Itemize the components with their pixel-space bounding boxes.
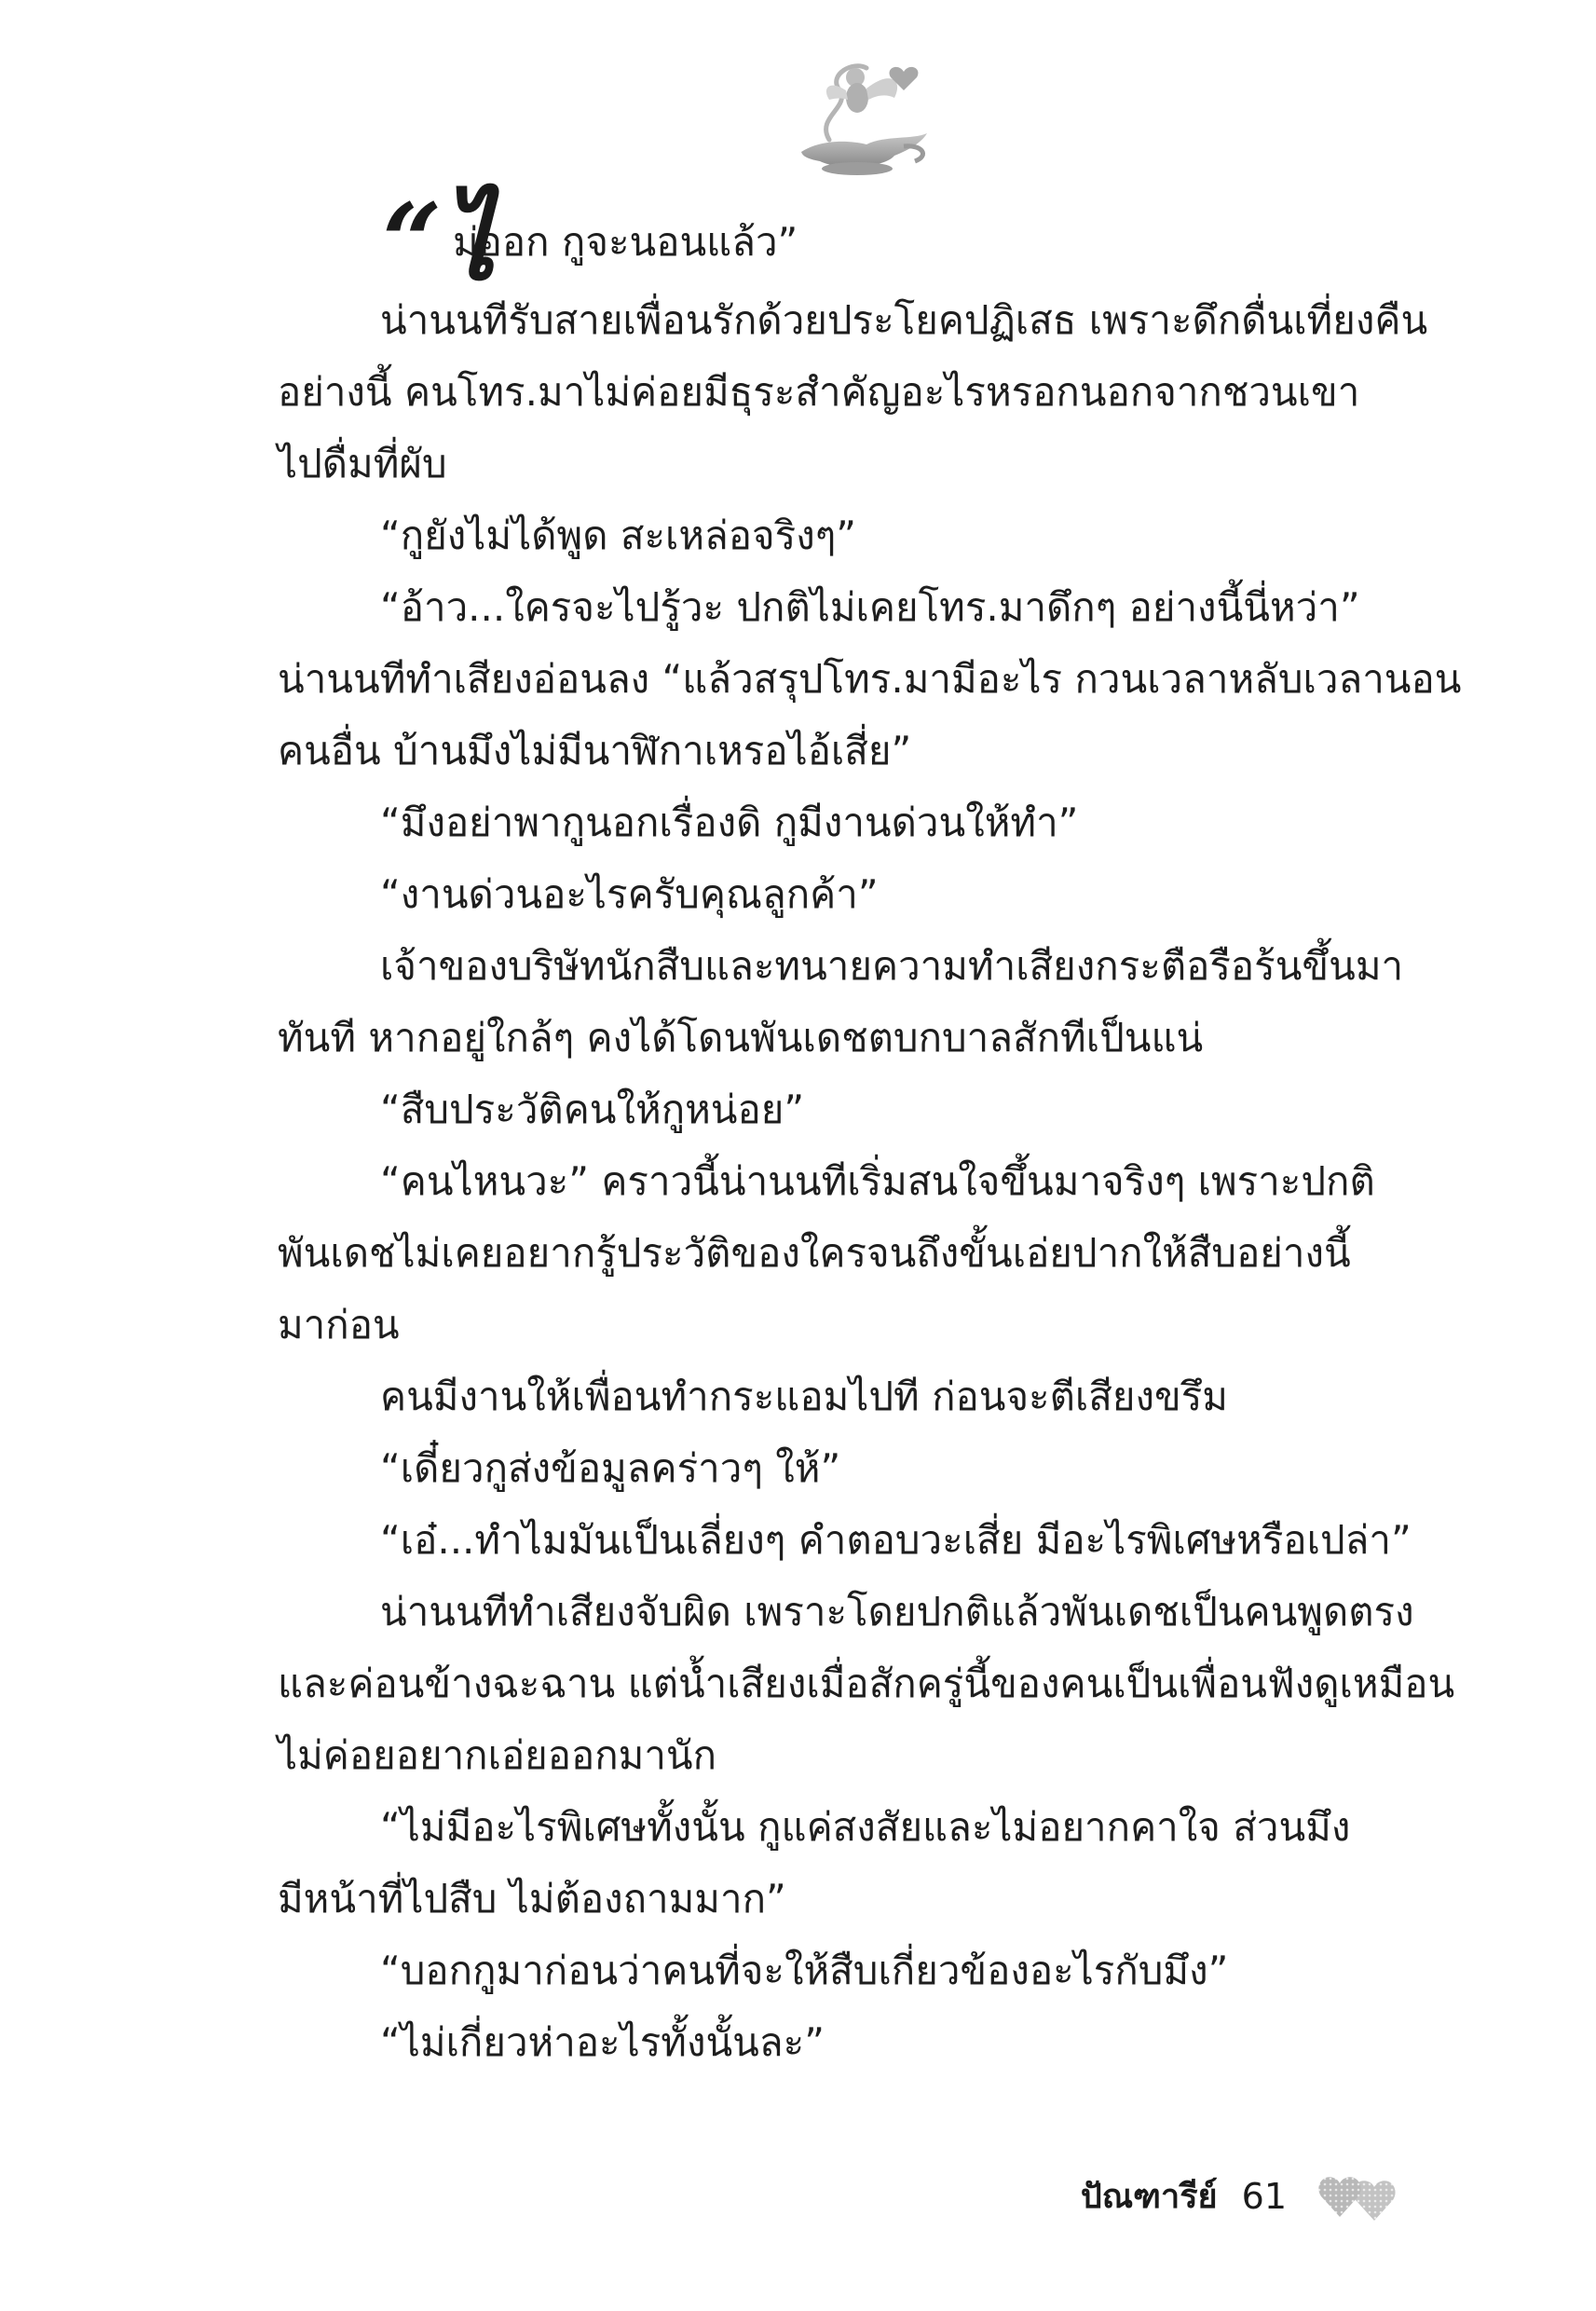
text-line: ไปดื่มที่ผับ: [278, 441, 447, 486]
page-number: 61: [1241, 2175, 1287, 2217]
text-line: อย่างนี้ คนโทร.มาไม่ค่อยมีธุระสำคัญอะไรหรอกนอกจากชวนเขา: [278, 369, 1360, 415]
text-line: และค่อนข้างฉะฉาน แต่น้ำเสียงเมื่อสักครู่นี้ของคนเป็นเพื่อนฟังดูเหมือน: [278, 1661, 1455, 1706]
text-line: “บอกกูมาก่อนว่าคนที่จะให้สืบเกี่ยวข้องอะไรกับมึง”: [380, 1948, 1229, 1993]
text-line: คนมีงานให้เพื่อนทำกระแอมไปที ก่อนจะตีเสียงขรึม: [380, 1374, 1228, 1419]
text-line: “สืบประวัติคนให้กูหน่อย”: [380, 1087, 805, 1132]
text-line: มาก่อน: [278, 1302, 400, 1347]
opening-line-text: ม่ออก กูจะนอนแล้ว”: [453, 219, 798, 265]
opening-line: [278, 182, 1414, 304]
text-line: “เดี๋ยวกูส่งข้อมูลคร่าวๆ ให้”: [380, 1445, 841, 1491]
text-line: “คนไหนวะ” คราวนี้น่านนทีเริ่มสนใจขึ้นมาจริงๆ เพราะปกติ: [380, 1158, 1375, 1204]
text-line: พันเดชไม่เคยอยากรู้ประวัติของใครจนถึงขั้นเอ่ยปากให้สืบอย่างนี้: [278, 1230, 1351, 1276]
text-line: ไม่ค่อยอยากเอ่ยออกมานัก: [278, 1732, 717, 1778]
page-footer: [1081, 2169, 1400, 2222]
text-line: “กูยังไม่ได้พูด สะเหล่อจริงๆ”: [380, 513, 857, 558]
text-line: “ไม่มีอะไรพิเศษทั้งนั้น กูแค่สงสัยและไม่อยากคาใจ ส่วนมึง: [380, 1804, 1351, 1850]
text-line: “มึงอย่าพากูนอกเรื่องดิ กูมีงานด่วนให้ทำ”: [380, 800, 1079, 845]
story-text: [278, 182, 1462, 2078]
text-line: “งานด่วนอะไรครับคุณลูกค้า”: [380, 871, 879, 917]
text-line: เจ้าของบริษัทนักสืบและทนายความทำเสียงกระตือรือร้นขึ้นมา: [380, 943, 1404, 989]
hearts-icon: [1316, 2170, 1400, 2222]
genie-lamp-cupid-icon: [764, 51, 950, 182]
text-line: “อ้าว...ใครจะไปรู้วะ ปกติไม่เคยโทร.มาดึกๆ อย่างนี้นี่หว่า”: [380, 584, 1360, 630]
text-line: น่านนทีทำเสียงอ่อนลง “แล้วสรุปโทร.มามีอะไร กวนเวลาหลับเวลานอน: [278, 656, 1462, 702]
text-line: น่านนทีรับสายเพื่อนรักด้วยประโยคปฏิเสธ เพราะดึกดื่นเที่ยงคืน: [380, 297, 1428, 343]
drop-cap: “ไ: [382, 182, 495, 304]
text-line: “เอ๋...ทำไมมันเป็นเลี่ยงๆ คำตอบวะเสี่ย มีอะไรพิเศษหรือเปล่า”: [380, 1517, 1412, 1563]
text-line: น่านนทีทำเสียงจับผิด เพราะโดยปกติแล้วพันเดชเป็นคนพูดตรง: [380, 1589, 1414, 1634]
text-line: คนอื่น บ้านมึงไม่มีนาฬิกาเหรอไอ้เสี่ย”: [278, 728, 912, 773]
text-line: “ไม่เกี่ยวห่าอะไรทั้งนั้นละ”: [380, 2019, 825, 2065]
text-line: มีหน้าที่ไปสืบ ไม่ต้องถามมาก”: [278, 1876, 786, 1921]
book-title: ปัณฑารีย์: [1080, 2178, 1218, 2216]
text-line: ทันที หากอยู่ใกล้ๆ คงได้โดนพันเดชตบกบาลสักทีเป็นแน่: [278, 1015, 1204, 1060]
